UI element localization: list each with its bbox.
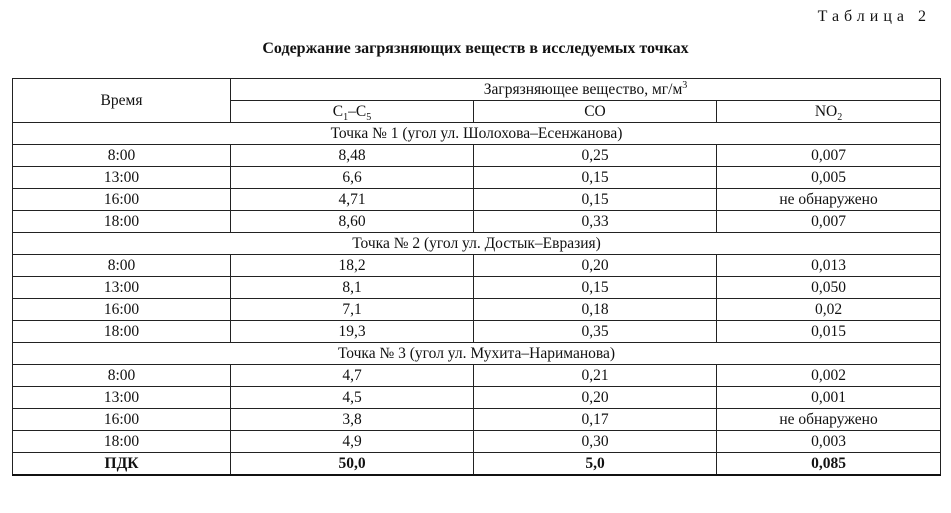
cell-co: 0,15 <box>474 167 717 189</box>
cell-co: 0,30 <box>474 431 717 453</box>
table-row <box>13 145 941 167</box>
no-subscript: 2 <box>837 111 843 123</box>
c1-c5-column-header <box>231 101 474 123</box>
table-row <box>13 189 941 211</box>
cell-time: 13:00 <box>13 277 231 299</box>
cell-c1c5: 4,5 <box>231 387 474 409</box>
pdk-cell-c1c5: 50,0 <box>231 453 474 476</box>
pollutant-header-superscript: 3 <box>682 79 688 91</box>
cell-time: 8:00 <box>13 365 231 387</box>
cell-c1c5: 4,71 <box>231 189 474 211</box>
cell-c1c5: 8,48 <box>231 145 474 167</box>
cell-co: 0,20 <box>474 255 717 277</box>
pollutants-table <box>12 78 941 476</box>
cell-co: 0,18 <box>474 299 717 321</box>
cell-time: 13:00 <box>13 167 231 189</box>
cell-time: 18:00 <box>13 321 231 343</box>
cell-c1c5: 8,1 <box>231 277 474 299</box>
cell-c1c5: 8,60 <box>231 211 474 233</box>
cell-c1c5: 18,2 <box>231 255 474 277</box>
cell-c1c5: 7,1 <box>231 299 474 321</box>
pdk-cell-no2: 0,085 <box>717 453 941 476</box>
c-right-subscript: 5 <box>366 111 372 123</box>
table-title: Содержание загрязняющих веществ в исследуемых точках <box>262 40 689 57</box>
cell-no2: 0,003 <box>717 431 941 453</box>
cell-no2: 0,002 <box>717 365 941 387</box>
table-row <box>13 321 941 343</box>
cell-no2: 0,015 <box>717 321 941 343</box>
cell-time: 8:00 <box>13 255 231 277</box>
cell-time: 18:00 <box>13 211 231 233</box>
table-number-label: Таблица 2 <box>817 8 931 25</box>
cell-c1c5: 4,9 <box>231 431 474 453</box>
pollutant-header-text: Загрязняющее вещество, мг/м <box>483 80 683 98</box>
cell-c1c5: 19,3 <box>231 321 474 343</box>
cell-no2: 0,013 <box>717 255 941 277</box>
c-left-subscript: 1 <box>343 111 349 123</box>
pdk-cell-time: ПДК <box>13 453 231 476</box>
cell-co: 0,33 <box>474 211 717 233</box>
co-column-header: CO <box>474 101 717 123</box>
cell-c1c5: 6,6 <box>231 167 474 189</box>
section-title: Точка № 3 (угол ул. Мухита–Нариманова) <box>13 343 941 365</box>
cell-no2: 0,007 <box>717 145 941 167</box>
cell-co: 0,15 <box>474 277 717 299</box>
section-title: Точка № 2 (угол ул. Достык–Евразия) <box>13 233 941 255</box>
cell-c1c5: 4,7 <box>231 365 474 387</box>
cell-time: 16:00 <box>13 409 231 431</box>
cell-time: 13:00 <box>13 387 231 409</box>
cell-time: 16:00 <box>13 189 231 211</box>
cell-no2: 0,001 <box>717 387 941 409</box>
cell-time: 8:00 <box>13 145 231 167</box>
no-text: NO <box>814 102 838 120</box>
cell-no2: 0,050 <box>717 277 941 299</box>
pdk-cell-co: 5,0 <box>474 453 717 476</box>
table-row <box>13 255 941 277</box>
pdk-row <box>13 453 941 476</box>
table-row <box>13 167 941 189</box>
time-column-header: Время <box>13 79 231 123</box>
pollutant-group-header <box>231 79 941 101</box>
table-body <box>13 79 941 476</box>
cell-co: 0,17 <box>474 409 717 431</box>
cell-co: 0,15 <box>474 189 717 211</box>
cell-no2: 0,005 <box>717 167 941 189</box>
cell-co: 0,25 <box>474 145 717 167</box>
section-title: Точка № 1 (угол ул. Шолохова–Есенжанова) <box>13 123 941 145</box>
no2-column-header <box>717 101 941 123</box>
table-row <box>13 299 941 321</box>
cell-no2: не обнаружено <box>717 409 941 431</box>
table-row <box>13 431 941 453</box>
cell-time: 16:00 <box>13 299 231 321</box>
cell-co: 0,35 <box>474 321 717 343</box>
cell-no2: не обнаружено <box>717 189 941 211</box>
section-header-row <box>13 233 941 255</box>
c-left: C <box>332 102 344 120</box>
table-row <box>13 365 941 387</box>
section-header-row <box>13 123 941 145</box>
cell-co: 0,21 <box>474 365 717 387</box>
section-header-row <box>13 343 941 365</box>
cell-c1c5: 3,8 <box>231 409 474 431</box>
table-row <box>13 211 941 233</box>
c-dash: –C <box>348 102 367 120</box>
cell-no2: 0,02 <box>717 299 941 321</box>
cell-time: 18:00 <box>13 431 231 453</box>
table-row <box>13 387 941 409</box>
table-row <box>13 277 941 299</box>
cell-no2: 0,007 <box>717 211 941 233</box>
cell-co: 0,20 <box>474 387 717 409</box>
header-row <box>13 79 941 101</box>
table-row <box>13 409 941 431</box>
